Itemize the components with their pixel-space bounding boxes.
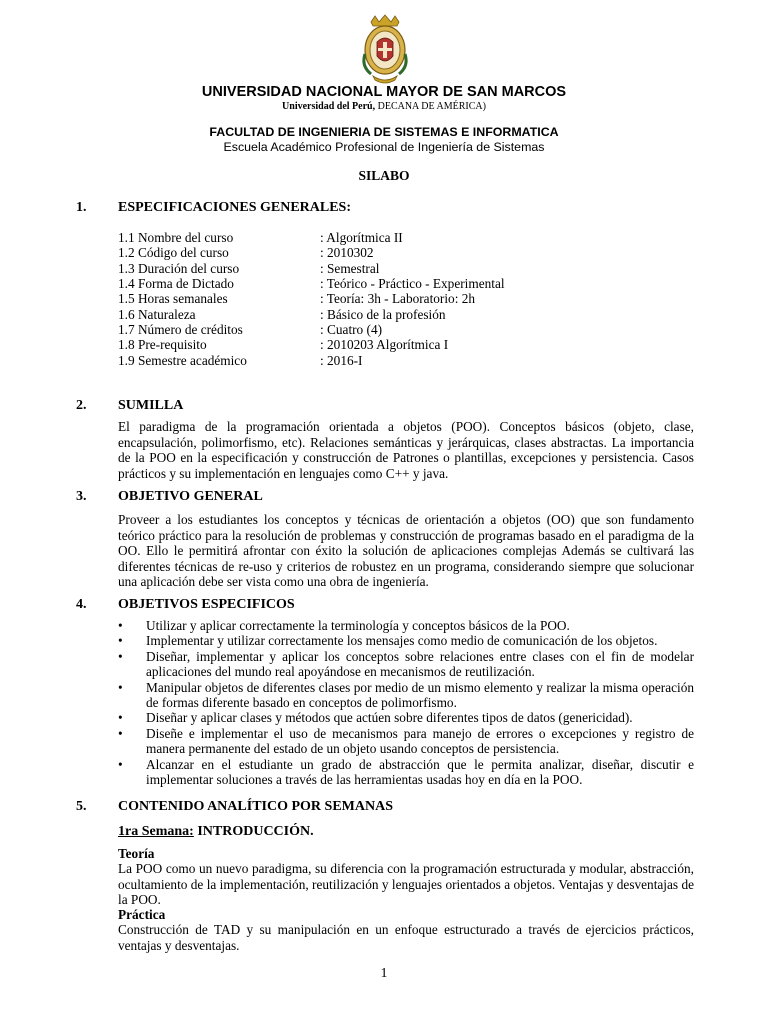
spec-value: : Semestral [320,261,380,276]
list-item: • Diseñe e implementar el uso de mecanismos para manejo de errores o excepciones y registro de manera permanente del estado de un objeto usando conceptos de persistencia. [118,726,694,757]
university-seal-logo [361,14,409,86]
spec-label: 1.2 Código del curso [118,245,229,260]
section-5-number: 5. [76,799,87,814]
week-1-heading [118,824,314,839]
spec-label: 1.9 Semestre académico [118,353,247,368]
section-3-title: OBJETIVO GENERAL [118,489,263,504]
teoria-title: Teoría [118,846,155,861]
teoria-paragraph: La POO como un nuevo paradigma, su diferencia con la programación estructurada y modular, abstracción, ocultamiento de la implementación, reutilización y lenguajes orientados a objetos. Ventajas y desventajas de la POO. [118,861,694,907]
sumilla-paragraph: El paradigma de la programación orientada a objetos (POO). Conceptos básicos (objeto, clase, encapsulación, polimorfismo, etc). Relaciones semánticas y jerárquicas, clases abstractas. La importancia de la POO en la especificación y construcción de Patrones o plantillas, excepciones y persistencia. Casos prácticos y su implementación en lenguajes como C++ y java. [118,419,694,481]
objetivos-especificos-list [118,618,694,787]
spec-value: : 2010302 [320,245,374,260]
section-2-number: 2. [76,398,87,413]
week-1-label: 1ra Semana: [118,824,194,839]
faculty-name: FACULTAD DE INGENIERIA DE SISTEMAS E INFORMATICA [209,125,559,139]
practica-paragraph: Construcción de TAD y su manipulación en un enfoque estructurado a través de ejercicios prácticos, ventajas y desventajas. [118,922,694,953]
subtitle-bold: Universidad del Perú, [282,101,376,112]
spec-label: 1.4 Forma de Dictado [118,276,234,291]
spec-label: 1.7 Número de créditos [118,322,243,337]
spec-value: : 2010203 Algorítmica I [320,337,449,352]
page-number: 1 [380,966,388,981]
section-2-title: SUMILLA [118,398,184,413]
section-5-title: CONTENIDO ANALÍTICO POR SEMANAS [118,799,393,814]
spec-label: 1.6 Naturaleza [118,307,196,322]
section-4-number: 4. [76,597,87,612]
spec-value: : Teórico - Práctico - Experimental [320,276,505,291]
spec-value: : Cuatro (4) [320,322,383,337]
spec-label: 1.3 Duración del curso [118,261,240,276]
spec-value: : 2016-I [320,353,363,368]
section-3-number: 3. [76,489,87,504]
school-name: Escuela Académico Profesional de Ingeniería de Sistemas [223,140,545,154]
subtitle-rest: DECANA DE AMÉRICA) [375,101,486,112]
university-subtitle [0,101,768,113]
spec-value: : Algorítmica II [320,230,403,245]
list-item: • Manipular objetos de diferentes clases por medio de un mismo elemento y realizar la misma operación de formas diferente basado en conceptos de polimorfismo. [118,680,694,711]
spec-value: : Teoría: 3h - Laboratorio: 2h [320,291,476,306]
section-1-title: ESPECIFICACIONES GENERALES: [118,200,351,215]
list-item: • Diseñar, implementar y aplicar los conceptos sobre relaciones entre clases con el fin de modelar aplicaciones del mundo real apoyándose en mecanismos de reutilización. [118,649,694,680]
document-title: SILABO [358,168,410,183]
spec-label: 1.8 Pre-requisito [118,337,207,352]
week-1-topic: INTRODUCCIÓN. [193,824,314,839]
spec-value: : Básico de la profesión [320,307,446,322]
list-item: • Utilizar y aplicar correctamente la terminología y conceptos básicos de la POO. [118,618,694,633]
list-item: • Diseñar y aplicar clases y métodos que actúen sobre diferentes tipos de datos (genericidad). [118,710,694,725]
section-4-title: OBJETIVOS ESPECIFICOS [118,597,295,612]
spec-label: 1.1 Nombre del curso [118,230,234,245]
section-1-number: 1. [76,200,87,215]
objetivo-general-paragraph: Proveer a los estudiantes los conceptos y técnicas de orientación a objetos (OO) que son fundamento teórico práctico para la resolución de problemas y construcción de programas basado en el paradigma de la OO. Ello le permitirá afrontar con éxito la solución de aplicaciones complejas Además se cultivará las diferentes técnicas de re-uso y criterios de robustez en un programa, considerando siempre que solucionar una aplicación debe ser vista como una obra de ingeniería. [118,512,694,589]
list-item: • Implementar y utilizar correctamente los mensajes como medio de comunicación de los objetos. [118,633,694,648]
list-item: • Alcanzar en el estudiante un grado de abstracción que le permita analizar, diseñar, discutir e implementar soluciones a través de las herramientas usadas hoy en día en la POO. [118,757,694,788]
practica-title: Práctica [118,907,166,922]
spec-label: 1.5 Horas semanales [118,291,228,306]
university-name: UNIVERSIDAD NACIONAL MAYOR DE SAN MARCOS [201,84,567,100]
